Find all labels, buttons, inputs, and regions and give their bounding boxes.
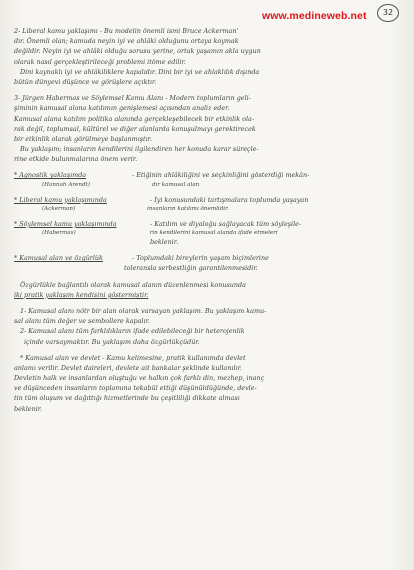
text-line: 1- Kamusal alanı nötr bir alan olarak varsayan yaklaşım. Bu yaklaşım kamu- [20, 306, 267, 315]
handwritten-notes [14, 26, 402, 414]
text-line: tin tüm oluşum ve dağıttığı hizmetlerinde bu çeşitliliği dikkate alması [14, 394, 240, 403]
author-name: (Habermas) [42, 230, 76, 236]
bullet-label: * Liberal kamu yaklaşımında [14, 195, 107, 204]
text-line: iki pratik yaklaşım kendisini göstermiştir. [14, 290, 149, 299]
text-line: bir etkinlik olarak görülmeye başlanmıştır. [14, 134, 153, 143]
bullet-agnostik [14, 170, 402, 180]
text-line: 3- Jürgen Habermas ve Söylemsel Kamu Alanı - Modern toplumların geli- [14, 94, 251, 103]
text-line: Özgürlükle bağlantılı olarak kamusal alanın düzenlenmesi konusunda [20, 280, 246, 289]
text-line: içinde varsaymaktır. Bu yaklaşım daha özgürlükçüdür. [24, 337, 200, 346]
bullet-label: * Agnostik yaklaşımda [14, 171, 87, 180]
bullet-soylemsel [14, 219, 402, 229]
author-name: (Hannah Arendt) [42, 181, 90, 188]
bullet-label: * Söylemsel kamu yaklaşımında [14, 219, 117, 228]
bullet-author [14, 181, 402, 189]
bullet-liberal [14, 195, 402, 205]
bullet-ozgurluk [14, 253, 402, 263]
text-line: beklenir. [14, 404, 43, 413]
text-line: rak değil, toplumsal, kültürel ve diğer alanlarda konuşulmayı gerektirecek [14, 124, 256, 133]
text-line: olarak nasıl gerçekleştirileceği problemi itöme edilir. [14, 57, 186, 66]
site-watermark: www.medineweb.net [262, 10, 367, 22]
bullet-text: - Katılım ve diyaloğu sağlayacak tüm söyleşile- [150, 219, 302, 228]
page-number: 32 [377, 4, 399, 22]
bullet-text: - Etiğinin ahlâkiliğini ve seçkinliğini gösterdiği mekân- [132, 171, 310, 180]
bullet-text: - İyi konusundaki tartışmalara toplumda yaşayan [150, 195, 309, 204]
bullet-text: dır kamusal alan [151, 181, 200, 188]
bullet-text: rin kendilerini kamusal alanda ifade etmeleri [149, 230, 278, 236]
text-line: Devletin halk ve insanlardan oluştuğu ve halkın çok farklı din, mezhep, inanç [14, 374, 265, 383]
bullet-author [14, 229, 402, 237]
text-line: Kamusal alana katılım politika alanında gerçekleşebilecek bir etkinlik ola- [14, 114, 254, 123]
bullet-text: insanların katılımı önemlidir. [147, 205, 229, 212]
text-line: beklenir. [150, 238, 179, 246]
bullet-text: - Toplumdaki bireylerin yaşam biçimlerine [132, 254, 269, 263]
text-line: şiminin kamusal alana katılımın genişlemesi açısından analiz eder. [14, 104, 230, 113]
text-line: 2- Liberal kamu yaklaşımı - Bu modelin önemli ismi Bruce Ackerman' [14, 27, 239, 35]
text-line: Dini kaynaklı iyi ve ahlâkiliklere kapalıdır. Dini bir iyi ve ahlaklılık dışında [20, 67, 260, 76]
text-line: dır. Önemli olan; kamuda neyin iyi ve ahlâki olduğunu ortaya koymak [14, 37, 239, 46]
text-line: değildir. Neyin iyi ve ahlâki olduğu sorusu yerine, ortak yaşamın akla uygun [14, 47, 261, 56]
text-line: anlamı verilir. Devlet daireleri, devlete ait bankalar şeklinde kullanılır. [14, 363, 242, 372]
text-line: ve düşünceden insanların toplamına tekabül ettiği düşünüldüğünde, devle- [14, 384, 257, 393]
text-line: Bu yaklaşım; insanların kendilerini ilgilendiren her konuda karar süreçle- [20, 145, 259, 154]
text-line: sal alanı tüm değer ve sembollere kapalır. [14, 317, 150, 326]
text-line: 2- Kamusal alanı tüm farklılıkların ifade edilebileceği bir heterojenlik [20, 327, 245, 336]
bullet-label: * Kamusal alan ve özgürlük [14, 254, 103, 263]
text-line: rine etkide bulunmalarına önem verir. [14, 155, 138, 164]
text-line: * Kamusal alan ve devlet - Kamu kelimesine, pratik kullanımda devlet [20, 353, 246, 362]
author-name: (Ackerman) [42, 205, 76, 212]
text-line: toleransla serbestliğin garantilenmesidir. [124, 264, 258, 273]
bullet-author [14, 205, 402, 213]
text-line: bütün dünyevi düşünce ve görüşlere açıktır. [14, 77, 157, 86]
